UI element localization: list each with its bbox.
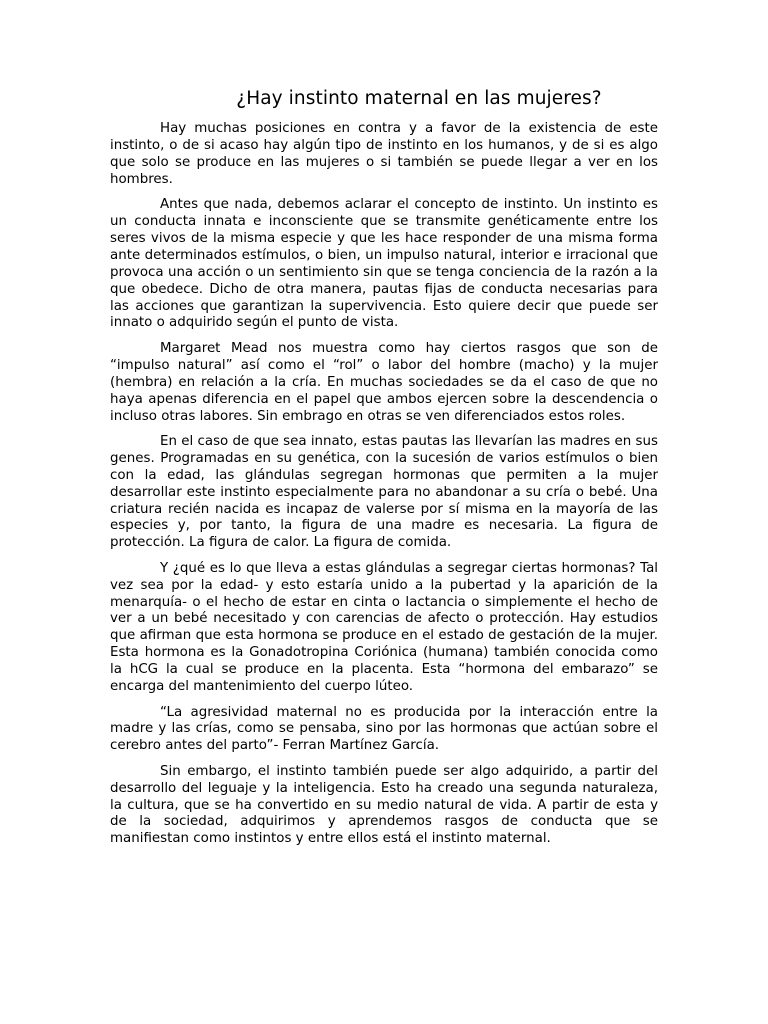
paragraph-3: Margaret Mead nos muestra como hay ciertos rasgos que son de “impulso natural” así como el “rol” o labor del hombre (macho) y la mujer (hembra) en relación a la cría. En muchas sociedades se da el caso de que no haya apenas diferencia en el papel que ambos ejercen sobre la descendencia o incluso otras labores. Sin embrago en otras se ven diferenciados estos roles. bbox=[110, 340, 658, 424]
paragraph-5: Y ¿qué es lo que lleva a estas glándulas a segregar ciertas hormonas? Tal vez sea por la edad- y esto estaría unido a la pubertad y la aparición de la menarquía- o el hecho de estar en cinta o lactancia o simplemente el hecho de ver a un bebé necesitado y con carencias de afecto o protección. Hay estudios que afirman que esta hormona se produce en el estado de gestación de la mujer. Esta hormona es la Gonadotropina Coriónica (humana) también conocida como la hCG la cual se produce en la placenta. Esta “hormona del embarazo” se encarga del mantenimiento del cuerpo lúteo. bbox=[110, 560, 658, 695]
document-title: ¿Hay instinto maternal en las mujeres? bbox=[236, 88, 602, 109]
document-body bbox=[110, 121, 658, 857]
paragraph-1: Hay muchas posiciones en contra y a favor de la existencia de este instinto, o de si acaso hay algún tipo de instinto en los humanos, y de si es algo que solo se produce en las mujeres o si también se puede llegar a ver en los hombres. bbox=[110, 121, 658, 187]
paragraph-7: Sin embargo, el instinto también puede ser algo adquirido, a partir del desarrollo del leguaje y la inteligencia. Esto ha creado una segunda naturaleza, la cultura, que se ha convertido en su medio natural de vida. A partir de esta y de la sociedad, adquirimos y aprendemos rasgos de conducta que se manifiestan como instintos y entre ellos está el instinto maternal. bbox=[110, 763, 658, 847]
paragraph-2: Antes que nada, debemos aclarar el concepto de instinto. Un instinto es un conducta innata e inconsciente que se transmite genéticamente entre los seres vivos de la misma especie y que les hace responder de una misma forma ante determinados estímulos, o bien, un impulso natural, interior e irracional que provoca una acción o un sentimiento sin que se tenga conciencia de la razón a la que obedece. Dicho de otra manera, pautas fijas de conducta necesarias para las acciones que garantizan la supervivencia. Esto quiere decir que puede ser innato o adquirido según el punto de vista. bbox=[110, 197, 658, 331]
paragraph-4: En el caso de que sea innato, estas pautas las llevarían las madres en sus genes. Programadas en su genética, con la sucesión de varios estímulos o bien con la edad, las glándulas segregan hormonas que permiten a la mujer desarrollar este instinto especialmente para no abandonar a su cría o bebé. Una criatura recién nacida es incapaz de valerse por sí misma en la mayoría de las especies y, por tanto, la figura de una madre es necesaria. La figura de protección. La figura de calor. La figura de comida. bbox=[110, 433, 658, 551]
quote-paragraph: “La agresividad maternal no es producida por la interacción entre la madre y las crías, como se pensaba, sino por las hormonas que actúan sobre el cerebro antes del parto”- Ferran Martínez García. bbox=[110, 704, 658, 754]
